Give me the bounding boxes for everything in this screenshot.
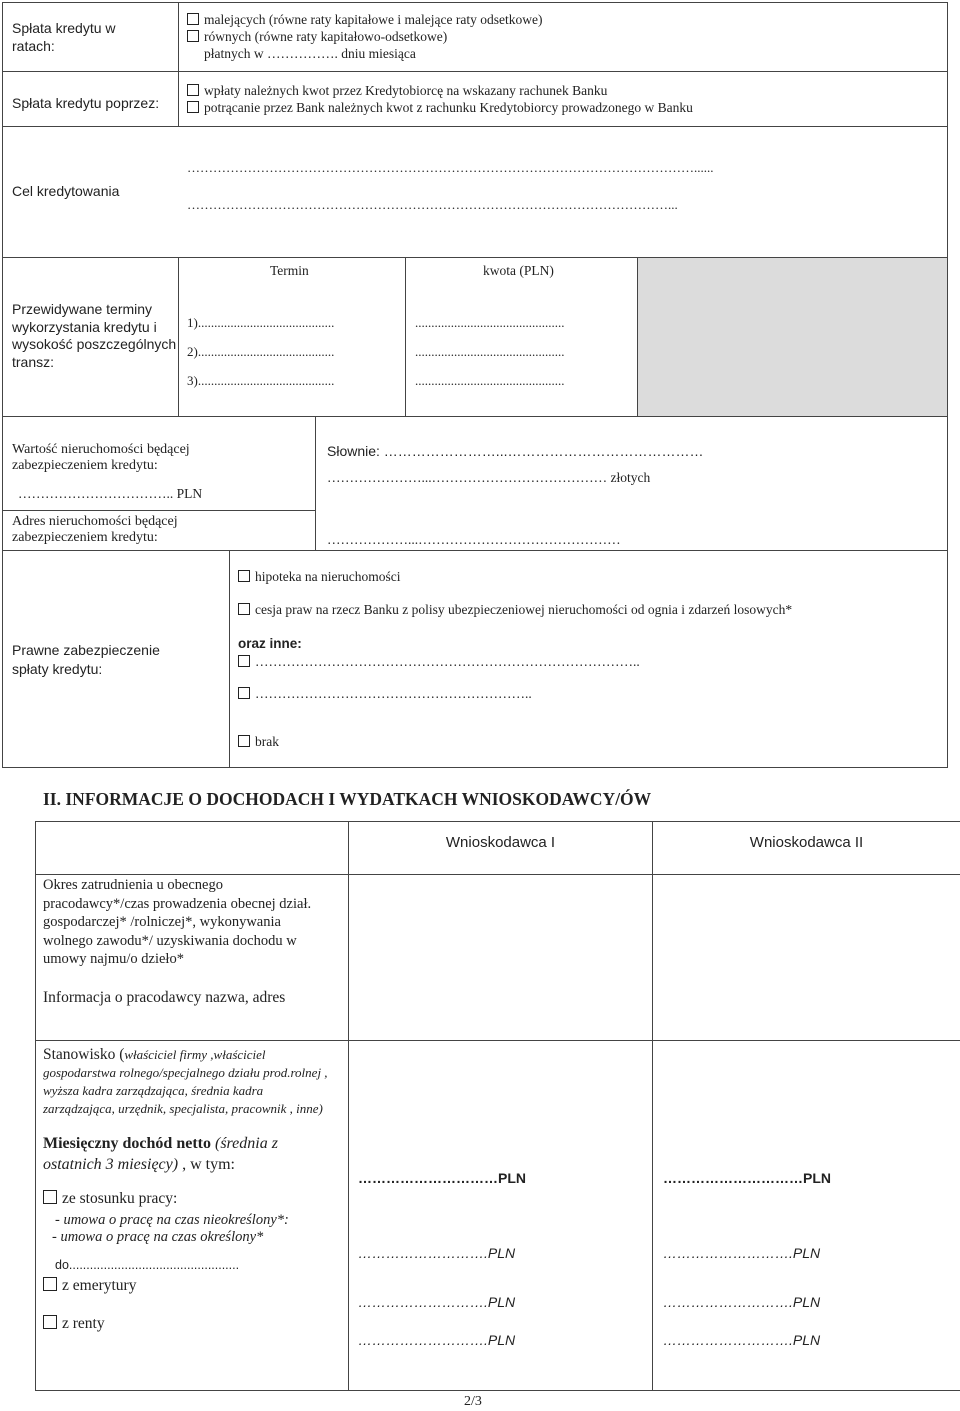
amount-header: kwota (PLN) (483, 263, 554, 278)
term-3[interactable]: 3).......................................... (187, 373, 335, 388)
checkbox[interactable] (187, 13, 199, 25)
repay-installments-label: Spłata kredytu w ratach: (12, 20, 116, 54)
term-2[interactable]: 2).......................................... (187, 344, 335, 359)
annuity-label: z renty (62, 1315, 105, 1332)
checkbox[interactable] (43, 1190, 57, 1204)
checkbox[interactable] (238, 735, 250, 747)
checkbox[interactable] (43, 1277, 57, 1291)
employment-relation-label: ze stosunku pracy: (62, 1190, 178, 1207)
tranches-label: Przewidywane terminy wykorzystania kredytu i wysokość poszczególnych transz: (12, 301, 177, 370)
amount-in-words[interactable]: Słownie: ……………………...…………………………………… (327, 443, 704, 459)
purpose-label: Cel kredytowania (12, 183, 120, 199)
fixed-contract-until[interactable]: do................................................. (55, 1258, 240, 1272)
checkbox[interactable] (238, 570, 250, 582)
amount-2[interactable]: .............................................. (415, 344, 565, 359)
security-mortgage: hipoteka na nieruchomości (255, 569, 401, 584)
position-label (43, 1046, 338, 1118)
property-value[interactable]: …………………………….. PLN (18, 486, 203, 501)
term-1[interactable]: 1).......................................... (187, 315, 335, 330)
option-equal: równych (równe raty kapitałowo-odsetkowe) (204, 29, 448, 44)
term-header: Termin (270, 263, 309, 278)
security-none: brak (255, 734, 279, 749)
other-securities-label: oraz inne: (238, 636, 302, 651)
section-heading: II. INFORMACJE O DOCHODACH I WYDATKACH WNIOSKODAWCY/ÓW (43, 789, 652, 809)
income-total-2[interactable]: …………………………PLN (663, 1170, 831, 1186)
other-security-2[interactable]: …………………………………………………….. (255, 686, 532, 701)
purpose-row (2, 126, 948, 258)
checkbox[interactable] (238, 655, 250, 667)
option-decreasing: malejących (równe raty kapitałowe i malejące raty odsetkowe) (204, 12, 543, 27)
amount-3[interactable]: .............................................. (415, 373, 565, 388)
property-address[interactable]: ………………...……………………………………… (327, 532, 621, 547)
position-options: właściciel firmy ,właściciel gospodarstwa rolnego/specjalnego działu prod.rolnej , wyższa kadra zarządzająca, średnia kadra zarządzająca, urzędnik, specjalista, pracownik , inne) (43, 1047, 328, 1116)
amount-in-words-line2[interactable]: …………………...………………………………… złotych (327, 470, 651, 485)
property-value-label: Wartość nieruchomości będącej zabezpieczeniem kredytu: (12, 442, 190, 473)
pension-label: z emerytury (62, 1277, 137, 1294)
option-deduction: potrącanie przez Bank należnych kwot z rachunku Kredytobiorcy prowadzonego w Banku (204, 100, 693, 115)
amount-1[interactable]: .............................................. (415, 315, 565, 330)
repay-via-label: Spłata kredytu poprzez: (12, 95, 160, 111)
payment-day: płatnych w ……………. dniu miesiąca (204, 46, 416, 61)
applicant-1-header: Wnioskodawca I (445, 834, 556, 851)
security-label: Prawne zabezpieczenie spłaty kredytu: (12, 642, 160, 677)
checkbox[interactable] (238, 603, 250, 615)
fixed-contract: - umowa o pracę na czas określony* (52, 1229, 264, 1245)
income-annuity-2[interactable]: ……………………….PLN (663, 1332, 821, 1348)
income-pension-1[interactable]: ……………………….PLN (358, 1294, 516, 1310)
checkbox[interactable] (187, 101, 199, 113)
monthly-income-label (43, 1133, 333, 1175)
checkbox[interactable] (43, 1315, 57, 1329)
other-security-1[interactable]: ………………………………………………………………………….. (255, 654, 640, 669)
checkbox[interactable] (187, 30, 199, 42)
income-annuity-1[interactable]: ……………………….PLN (358, 1332, 516, 1348)
indefinite-contract: - umowa o pracę na czas nieokreślony*: (55, 1212, 289, 1228)
applicant-2-header: Wnioskodawca II (749, 834, 864, 851)
security-assignment: cesja praw na rzecz Banku z polisy ubezpieczeniowej nieruchomości od ognia i zdarzeń losowych* (255, 602, 793, 617)
checkbox[interactable] (238, 687, 250, 699)
income-bold: Miesięczny dochód netto (43, 1135, 211, 1152)
income-tail: , w tym: (178, 1156, 235, 1173)
income-total-1[interactable]: …………………………PLN (358, 1170, 526, 1186)
employer-info-label: Informacja o pracodawcy nazwa, adres (43, 989, 286, 1006)
page-number: 2/3 (464, 1394, 482, 1409)
purpose-line-1[interactable]: ………………………………………………………………………………………………………...... (187, 160, 714, 175)
income-employment-1[interactable]: ……………………….PLN (358, 1245, 516, 1261)
option-transfer: wpłaty należnych kwot przez Kredytobiorcę na wskazany rachunek Banku (204, 83, 608, 98)
position-lead: Stanowisko ( (43, 1046, 125, 1063)
employment-period-label: Okres zatrudnienia u obecnego pracodawcy*/czas prowadzenia obecnej dział. gospodarczej* /rolniczej*, wykonywania wolnego zawodu*/ uzyskiwania dochodu w umowy najmu/o dzieło* (43, 877, 312, 967)
property-address-label: Adres nieruchomości będącej zabezpieczeniem kredytu: (12, 514, 178, 545)
income-employment-2[interactable]: ……………………….PLN (663, 1245, 821, 1261)
income-pension-2[interactable]: ……………………….PLN (663, 1294, 821, 1310)
purpose-line-2[interactable]: …………………………………………………………………………………………………... (187, 197, 678, 212)
checkbox[interactable] (187, 84, 199, 96)
income-period: (średnia z ostatnich 3 miesięcy) (43, 1135, 278, 1173)
